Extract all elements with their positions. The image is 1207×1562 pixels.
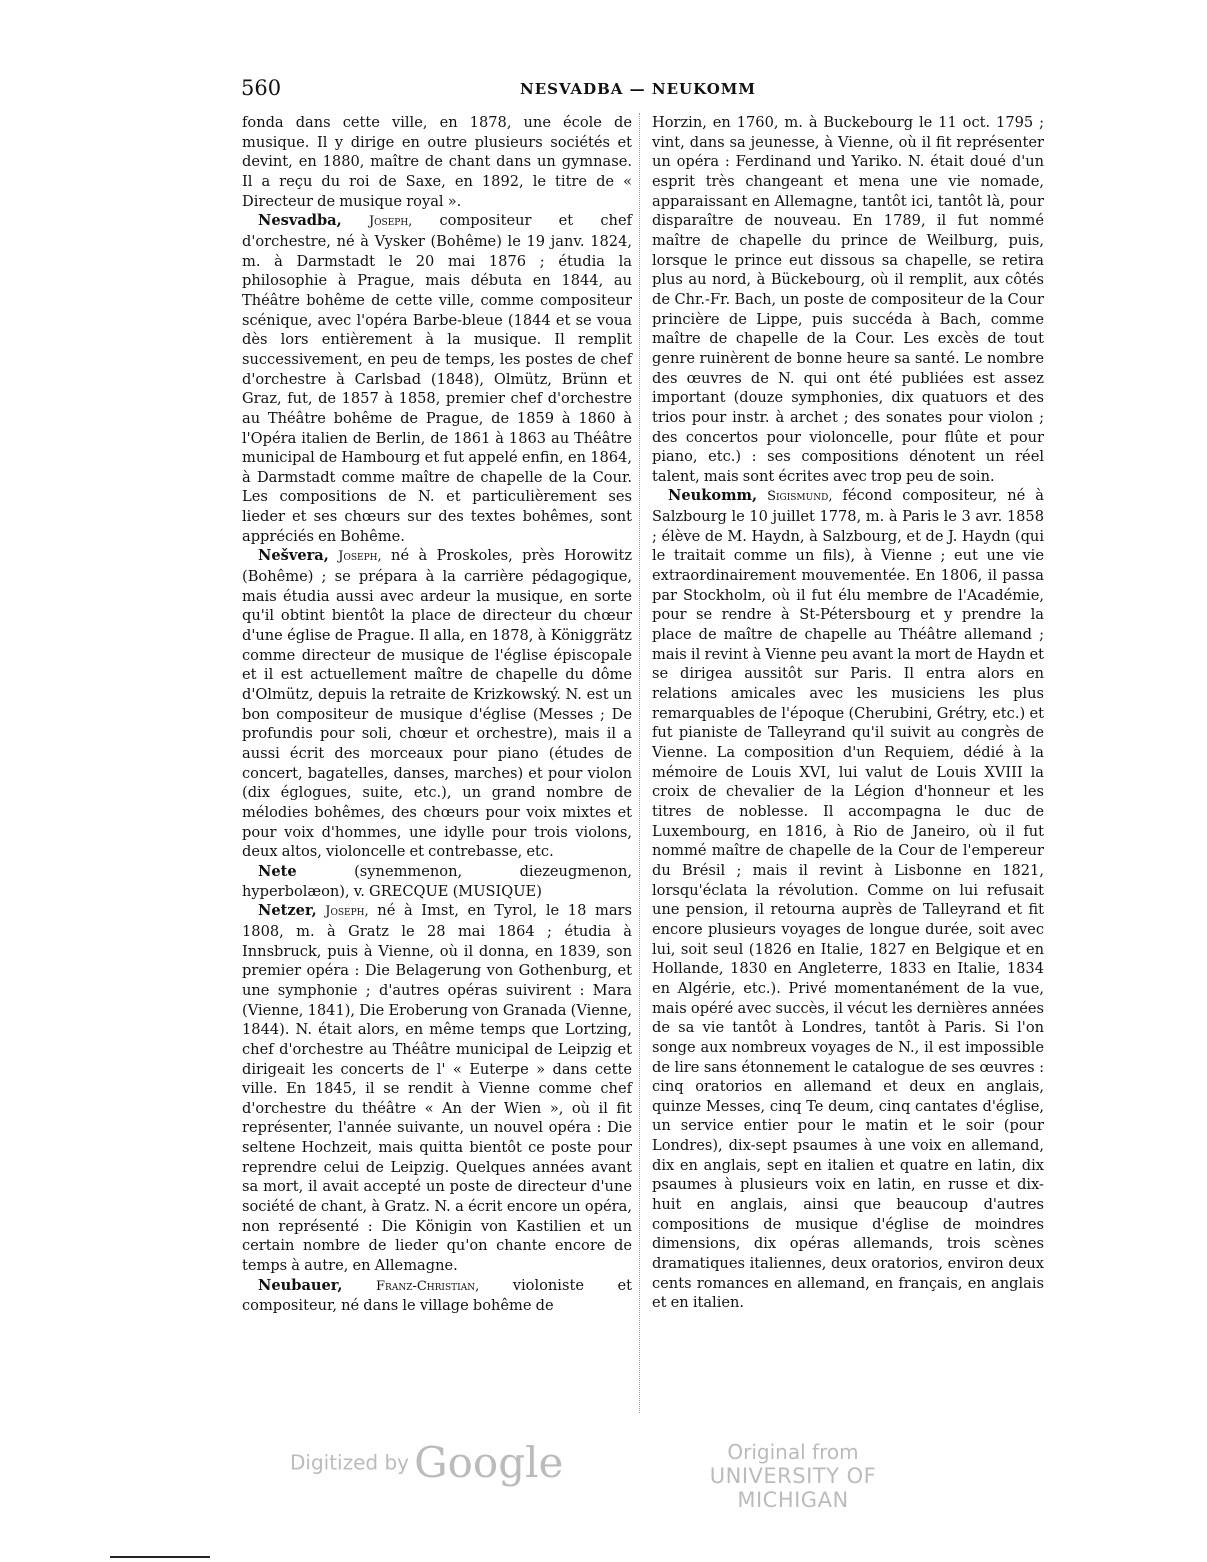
paragraph: fonda dans cette ville, en 1878, une école de musique. Il y dirige en outre plusieurs sociétés et devint, en 1880, maître de chant dans un gymnase. Il a reçu du roi de Saxe, en 1892, le titre de « Directeur de musique royal ». <box>242 114 632 210</box>
entry-nesvera: Nešvera, Joseph, né à Proskoles, près Horowitz (Bohême) ; se prépara à la carrière pédagogique, mais étudia aussi avec ardeur la musique, en sorte qu'il obtint bientôt la place de directeur du chœur d'une église de Prague. Il alla, en 1878, à Königgrätz comme directeur de musique de l'église épiscopale et il est actuellement maître de chapelle du dôme d'Olmütz, depuis la retraite de Krizkowský. N. est un bon compositeur de musique d'église (Messes ; De profundis pour soli, chœur et orchestre), mais il a aussi écrit des morceaux pour piano (études de concert, bagatelles, danses, marches) et pour violon (dix églogues, suite, etc.), un grand nombre de mélodies bohêmes, des chœurs pour voix mixtes et pour voix d'hommes, une idylle pour trois violons, deux altos, violoncelle et contrebasse, etc. <box>242 547 633 861</box>
right-column <box>652 113 1044 1313</box>
entry-neukomm: Neukomm, Sigismund, fécond compositeur, né à Salzbourg le 10 juillet 1778, m. à Paris le 3 avr. 1858 ; élève de M. Haydn, à Salzbourg, et de J. Haydn (qui le traitait comme un fils), à Vienne ; eut une vie extraordinairement mouvementée. En 1806, il passa par Stockholm, où il fut élu membre de l'Académie, pour se rendre à St-Pétersbourg et y prendre la place de maître de chapelle au Théâtre allemand ; mais il revint à Vienne peu avant la mort de Haydn et se dirigea aussitôt sur Paris. Il entra alors en relations amicales avec les musiciens les plus remarquables de l'époque (Cherubini, Grétry, etc.) et fut pianiste de Talleyrand qu'il suivit au congrès de Vienne. La composition d'un Requiem, dédié à la mémoire de Louis XVI, lui valut de Louis XVIII la croix de chevalier de la Légion d'honneur et les titres de noblesse. Il accompagna le duc de Luxembourg, en 1816, à Rio de Janeiro, où il fut nommé maître de chapelle de la Cour de l'empereur du Brésil ; mais il revint à Lisbonne en 1821, lorsqu'éclata la révolution. Comme on lui refusait une pension, il retourna auprès de Talleyrand et fit encore plusieurs voyages de longue durée, soit avec lui, soit seul (1826 en Italie, 1827 en Belgique et en Hollande, 1830 en Angleterre, 1833 en Italie, 1834 en Algérie, etc.). Privé momentanément de la vue, mais opéré avec succès, il vécut les dernières années de sa vie tantôt à Londres, tantôt à Paris. Si l'on songe aux nombreux voyages de N., il est impossible de lire sans étonnement le catalogue de ses œuvres : cinq oratorios en allemand et deux en anglais, quinze Messes, cinq Te deum, cinq cantates d'église, un service entier pour le matin et le soir (pour Londres), dix-sept psaumes à une voix en allemand, dix en anglais, sept en italien et quatre en latin, dix psaumes à plusieurs voix en latin, en russe et dix-huit en anglais, ainsi que beaucoup d'autres compositions de musique d'église de moindres dimensions, dix opéras allemands, trois scènes dramatiques italiennes, deux oratorios, environ deux cents romances en allemand, en français, en anglais et en italien. <box>652 487 1044 1312</box>
left-column <box>242 113 632 1316</box>
entry-nesvadba: Nesvadba, Joseph, compositeur et chef d'orchestre, né à Vysker (Bohême) le 19 janv. 1824, m. à Darmstadt le 20 mai 1876 ; étudia la philosophie à Prague, mais débuta en 1844, au Théâtre bohême de cette ville, comme compositeur scénique, avec l'opéra Barbe-bleue (1844 et se voua dès lors entièrement à la musique. Il remplit successivement, en peu de temps, les postes de chef d'orchestre à Carlsbad (1848), Olmütz, Brünn et Graz, fut, de 1857 à 1858, premier chef d'orchestre au Théâtre bohême de Prague, de 1859 à 1860 à l'Opéra italien de Berlin, de 1861 à 1863 au Théâtre municipal de Hambourg et fut appelé enfin, en 1864, à Darmstadt comme maître de chapelle de la Cour. Les compositions de N. et particulièrement ses lieder et ses chœurs sur des textes bohêmes, sont appréciés en Bohême. <box>242 212 632 545</box>
entry-neubauer: Neubauer, Franz-Christian, violoniste et compositeur, né dans le village bohême de <box>242 1276 632 1315</box>
digitized-by-google-stamp: Digitized by Google <box>290 1438 564 1487</box>
page-number: 560 <box>241 76 282 100</box>
entry-nete: Nete (synemmenon, diezeugmenon, hyperbolæon), v. GRECQUE (MUSIQUE) <box>242 862 632 900</box>
bottom-rule <box>110 1556 210 1558</box>
running-head: NESVADBA — NEUKOMM <box>520 80 756 98</box>
original-from-stamp: Original from UNIVERSITY OF MICHIGAN <box>709 1440 877 1512</box>
paragraph: Horzin, en 1760, m. à Buckebourg le 11 oct. 1795 ; vint, dans sa jeunesse, à Vienne, où il fit représenter un opéra : Ferdinand und Yariko. N. était doué d'un esprit très changeant et mena une vie nomade, apparaissant en Allemagne, tantôt ici, tantôt là, pour disparaître de nouveau. En 1789, il fut nommé maître de chapelle du prince de Weilburg, puis, lorsque le prince eut dissous sa chapelle, se retira plus au nord, à Bückebourg, où il remplit, aux côtés de Chr.-Fr. Bach, un poste de compositeur de la Cour princière de Lippe, puis succéda à Bach, comme maître de chapelle de la Cour. Les excès de tout genre ruinèrent de bonne heure sa santé. Le nombre des œuvres de N. qui ont été publiées est assez important (douze symphonies, dix quatuors et des trios pour instr. à archet ; des sonates pour violon ; des concertos pour violoncelle, pour flûte et pour piano, etc.) : ses compositions dénotent un réel talent, mais sont écrites avec trop peu de soin. <box>652 114 1044 485</box>
column-divider <box>639 113 640 1413</box>
entry-netzer: Netzer, Joseph, né à Imst, en Tyrol, le 18 mars 1808, m. à Gratz le 28 mai 1864 ; étudia à Innsbruck, puis à Vienne, où il donna, en 1839, son premier opéra : Die Belagerung von Gothenburg, et une symphonie ; d'autres opéras suivirent : Mara (Vienne, 1841), Die Eroberung von Granada (Vienne, 1844). N. était alors, en même temps que Lortzing, chef d'orchestre au Théâtre municipal de Leipzig et dirigeait les concerts de l' « Euterpe » dans cette ville. En 1845, il se rendit à Vienne comme chef d'orchestre du théâtre « An der Wien », où il fit représenter, l'année suivante, un nouvel opéra : Die seltene Hochzeit, mais quitta bientôt ce poste pour reprendre celui de Leipzig. Quelques années avant sa mort, il avait accepté un poste de directeur d'une société de chant, à Gratz. N. a écrit encore un opéra, non représenté : Die Königin von Kastilien et un certain nombre de lieder qu'on chante encore de temps à autre, en Allemagne. <box>242 902 633 1275</box>
